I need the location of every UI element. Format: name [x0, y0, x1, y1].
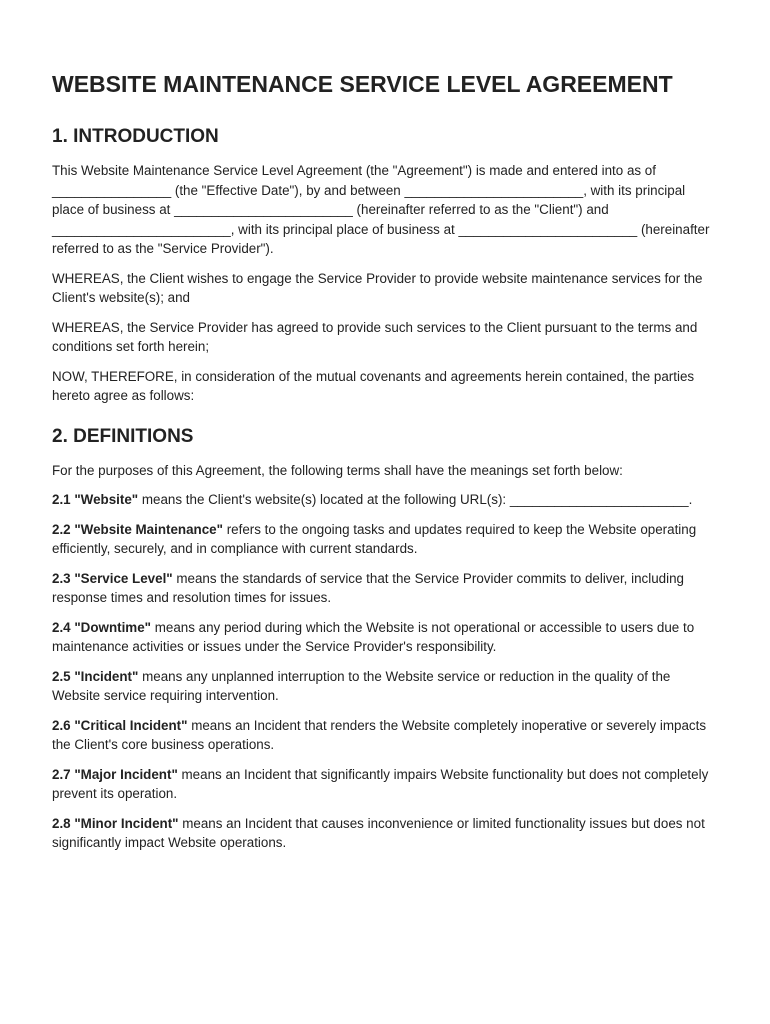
whereas-paragraph: WHEREAS, the Service Provider has agreed to provide such services to the Client pursuant to the terms and conditions set forth herein; [52, 319, 698, 354]
document-title: WEBSITE MAINTENANCE SERVICE LEVEL AGREEMENT [52, 71, 673, 97]
definition-term: 2.5 "Incident" [52, 668, 139, 684]
definition-item [52, 814, 720, 853]
definition-item [52, 569, 720, 608]
now-therefore-paragraph: NOW, THEREFORE, in consideration of the mutual covenants and agreements herein contained, the parties hereto agree as follows: [52, 368, 695, 403]
definition-text: means an Incident that causes inconvenience or limited functionality issues but does not significantly impact Website operations. [52, 815, 705, 850]
definition-term: 2.2 "Website Maintenance" [52, 521, 223, 537]
definition-item [52, 667, 720, 706]
definitions-lead: For the purposes of this Agreement, the following terms shall have the meanings set forth below: [52, 462, 623, 478]
definition-term: 2.8 "Minor Incident" [52, 815, 179, 831]
definition-text: means the Client's website(s) located at the following URL(s): ________________________. [138, 492, 693, 507]
definition-text: means the standards of service that the Service Provider commits to deliver, including response times and resolution times for issues. [52, 570, 684, 605]
definition-item [52, 490, 720, 510]
section-heading-introduction: 1. INTRODUCTION [52, 126, 219, 147]
definition-text: means an Incident that significantly impairs Website functionality but does not completely prevent its operation. [52, 766, 709, 801]
definition-term: 2.4 "Downtime" [52, 619, 152, 635]
definition-item [52, 520, 720, 559]
document-page [52, 68, 720, 853]
section-heading-definitions: 2. DEFINITIONS [52, 425, 194, 447]
definition-term: 2.1 "Website" [52, 492, 139, 507]
intro-paragraph: This Website Maintenance Service Level Agreement (the "Agreement") is made and entered into as of ________________ (the "Effective Date"), by and between ________________________, with its principal place of business at ________________________ (hereinafter referred to as the "Client") and ________________________, with its principal place of business at ________________________ (hereinafter referred to as the "Service Provider"). [52, 163, 710, 256]
definition-term: 2.6 "Critical Incident" [52, 717, 188, 733]
definition-text: means an Incident that renders the Website completely inoperative or severely impacts the Client's core business operations. [52, 717, 707, 752]
definition-item [52, 765, 720, 804]
definition-term: 2.7 "Major Incident" [52, 766, 178, 782]
definition-term: 2.3 "Service Level" [52, 570, 173, 586]
whereas-paragraph: WHEREAS, the Client wishes to engage the Service Provider to provide website maintenance services for the Client's website(s); and [52, 270, 703, 305]
definition-item [52, 618, 720, 657]
definition-text: means any period during which the Website is not operational or accessible to users due to maintenance activities or issues under the Service Provider's responsibility. [52, 619, 695, 654]
definition-item [52, 716, 720, 755]
definition-text: means any unplanned interruption to the Website service or reduction in the quality of the Website service requiring intervention. [52, 668, 671, 703]
definition-text: refers to the ongoing tasks and updates required to keep the Website operating efficiently, securely, and in compliance with current standards. [52, 521, 697, 556]
